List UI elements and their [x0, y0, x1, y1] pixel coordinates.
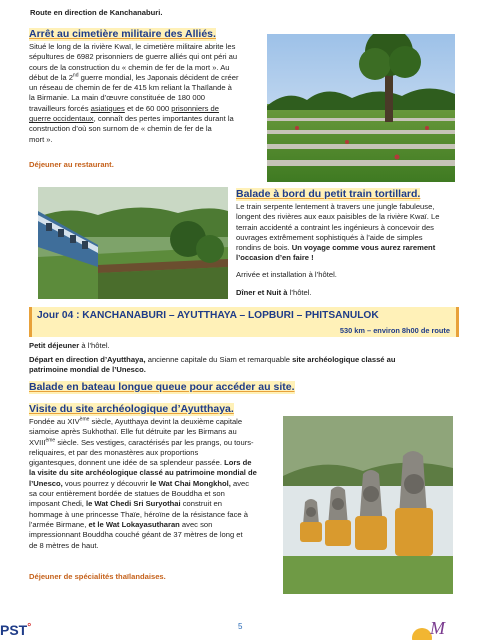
route-text: Route en direction de Kanchanaburi.: [30, 8, 163, 17]
logo-right: M: [410, 618, 470, 640]
section-title-ayutthaya: Visite du site archéologique d’Ayutthaya.: [29, 403, 234, 415]
day-banner: [29, 307, 459, 337]
page-number: 5: [238, 622, 243, 631]
train-paragraph: Le train serpente lentement à travers une jungle fabuleuse, longent des rivières aux eaux paisibles de la rivière Kwaï. Le terrain accidenté a contraint les ingénieurs à concevoir des ouvrages extrêmement sophistiqués à l’aide de simples rondins de bois. Un voyage comme vous aurez rarement l’occasion d’en faire !: [236, 202, 440, 263]
section-title-cemetery: Arrêt au cimetière militaire des Alliés.: [29, 28, 216, 40]
buddha-photo: [283, 416, 453, 594]
section-title-train: Balade à bord du petit train tortillard.: [236, 188, 421, 200]
dinner-night: Dîner et Nuit à l’hôtel.: [236, 288, 312, 297]
breakfast: Petit déjeuner à l’hôtel.: [29, 341, 110, 350]
section-title-boat: Balade en bateau longue queue pour accéder au site.: [29, 381, 295, 393]
lunch-restaurant: Déjeuner au restaurant.: [29, 160, 114, 169]
cemetery-paragraph: Situé le long de la rivière Kwaï, le cimetière militaire abrite les sépultures de 6982 prisonniers de guerre alliés qui ont péri au cours de la construction du « chemin de fer de la mort ». Au début de la 2nd guerre mondial, les Japonais décident de créer un réseau de chemin de fer de 415 km reliant la Thaïlande à la Birmanie. La main d’œuvre constituée de 180 000 travailleurs forcés asiatiques et de 60 000 prisonniers de guerre occidentaux, connaît des pertes importantes durant la construction d’où son surnom de « chemin de fer de la mort ».: [29, 42, 239, 144]
departure-ayutthaya: Départ en direction d’Ayutthaya, ancienne capitale du Siam et remarquable site archéologique classé au patrimoine mondial de l’Unesco.: [29, 355, 396, 375]
lunch-thai: Déjeuner de spécialités thaïlandaises.: [29, 572, 166, 581]
day-distance: 530 km – environ 8h00 de route: [339, 326, 450, 335]
train-photo: [38, 187, 228, 299]
ayutthaya-paragraph: Fondée au XIVème siècle, Ayutthaya devint la deuxième capitale siamoise après Sukhothaï. Elle fut détruite par les Birmans au XVIIIème siècle. Ses vestiges, caractérisés par les prangs, ou tours- reliquaires, et par des monastères aux proportions gigantesques, donnent une idée de sa splendeur passée. Lors de la visite du site archéologique classé au patrimoine mondial de l’Unesco, vous pourrez y découvrir le Wat Chai Mongkhol, avec sa cour entièrement bordée de statues de Bouddha et son imposant Chedi, le Wat Chedi Sri Suryothai construit en hommage à une princesse Thaïe, héroïne de la résistance face à l’armée Birmane, et le Wat Lokayasutharan avec son impressionnant Bouddha couché géant de 37 mètres de long et de 8 mètres de haut.: [29, 416, 257, 550]
day-title: Jour 04 : KANCHANABURI – AYUTTHAYA – LOPBURI – PHITSANULOK: [37, 310, 379, 321]
cemetery-photo: [267, 34, 455, 182]
arrival-hotel: Arrivée et installation à l’hôtel.: [236, 270, 337, 279]
logo-left: PST°: [0, 622, 32, 638]
